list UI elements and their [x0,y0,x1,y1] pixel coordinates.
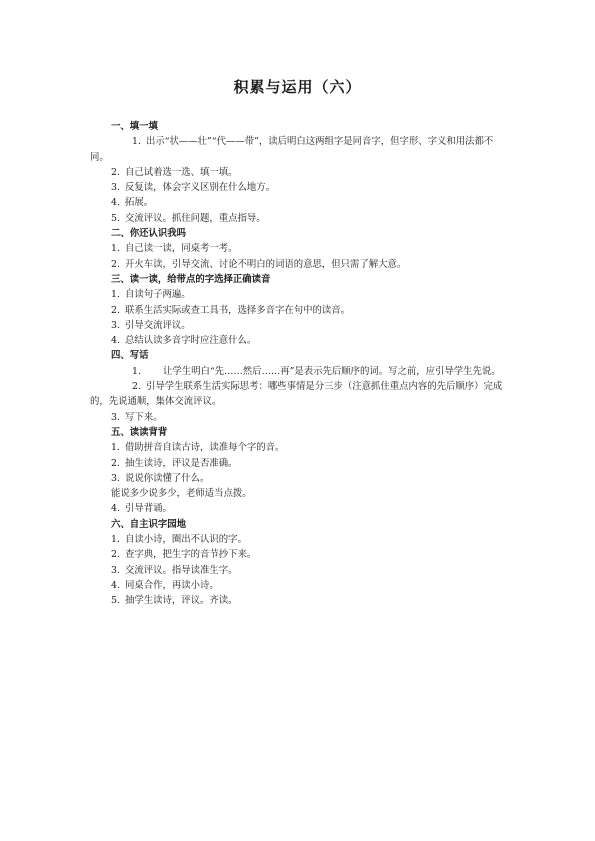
list-item [90,180,506,195]
item-text: 反复读，体会字义区别在什么地方。 [124,182,275,194]
item-number: 2. [111,166,120,178]
item-number: 4. [111,335,120,347]
item-text: 自己读一读，同桌考一考。 [124,243,238,255]
item-text: 拓展。 [124,197,154,209]
list-item [90,501,506,516]
section-heading: 三、读一读，给带点的字选择正确读音 [111,273,271,285]
section-heading: 二、你还认识我吗 [111,228,187,240]
item-number: 2. [111,457,120,469]
list-item [90,165,506,180]
item-text: 抽学生读诗，评议。齐读。 [124,595,238,607]
list-item [90,134,506,165]
list-item [90,563,506,578]
list-item [90,257,506,272]
item-number: 4. [111,197,120,209]
item-text: 开火车读，引导交流、讨论不明白的词语的意思，但只需了解大意。 [124,258,407,270]
section-heading: 六、自主识字园地 [111,518,187,530]
item-text: 联系生活实际或查工具书，选择多音字在句中的读音。 [124,304,350,316]
list-item [90,379,506,410]
item-number: 5. [111,595,120,607]
section-heading: 四、写话 [111,350,149,362]
item-text: 自己试着选一选、填一填。 [124,166,238,178]
item-number: 3. [111,182,120,194]
item-number: 3. [111,564,120,576]
page-title: 积累与运用（六） [233,78,362,96]
list-item [90,578,506,593]
item-number: 2. [132,381,141,393]
item-text: 出示“状——壮”“代——带”，读后明白这两组字是同音字，但字形、字义和用法都不同。 [90,136,494,163]
item-text: 让学生明白“先……然后……再”是表示先后顺序的词。写之前，应引导学生先说。 [162,365,501,377]
list-note [90,486,506,501]
list-item [90,303,506,318]
item-text: 同桌合作，再读小诗。 [124,579,219,591]
list-item [90,593,506,608]
item-text: 抽生读诗，评议是否准确。 [124,457,238,469]
item-number: 3. [111,319,120,331]
item-text: 说说你读懂了什么。 [124,472,210,484]
item-number: 2. [111,549,120,561]
item-text: 交流评议。抓住问题，重点指导。 [124,212,266,224]
item-number: 1. [132,365,141,377]
item-text: 引导学生联系生活实际思考：哪些事情是分三步（注意抓住重点内容的先后顺序）完成的，先说通顺，集体交流评议。 [90,381,503,408]
list-item [90,547,506,562]
list-item [90,410,506,425]
list-item [90,241,506,256]
item-number: 1. [111,442,120,454]
item-number: 3. [111,472,120,484]
item-number: 1. [111,289,120,301]
list-item [90,456,506,471]
item-number: 2. [111,304,120,316]
item-number: 1. [111,534,120,546]
section-heading: 五、读读背背 [111,426,168,438]
item-number: 3. [111,411,120,423]
document-body [90,119,506,609]
list-item [90,532,506,547]
list-item [90,364,506,379]
item-text: 引导背诵。 [124,503,172,515]
section-heading: 一、填一填 [111,121,158,132]
item-text: 交流评议。指导读准生字。 [124,564,238,576]
item-number: 1. [111,243,120,255]
list-item [90,318,506,333]
item-text: 自读小诗，圈出不认识的字。 [124,534,247,546]
list-item [90,440,506,455]
list-item [90,195,506,210]
item-number: 4. [111,503,120,515]
item-number: 2. [111,258,120,270]
item-text: 能说多少说多少，老师适当点拨。 [111,488,252,500]
item-text: 借助拼音自读古诗，读准每个字的音。 [124,442,285,454]
item-text: 查字典，把生字的音节抄下来。 [124,549,257,561]
item-number: 5. [111,212,120,224]
list-item [90,287,506,302]
item-text: 写下来。 [124,411,163,423]
item-text: 总结认读多音字时应注意什么。 [124,335,257,347]
item-number: 1. [132,136,141,148]
list-item [90,471,506,486]
list-item [90,211,506,226]
item-text: 引导交流评议。 [124,319,191,331]
item-number: 4. [111,579,120,591]
list-item [90,333,506,348]
item-text: 自读句子两遍。 [124,289,191,301]
